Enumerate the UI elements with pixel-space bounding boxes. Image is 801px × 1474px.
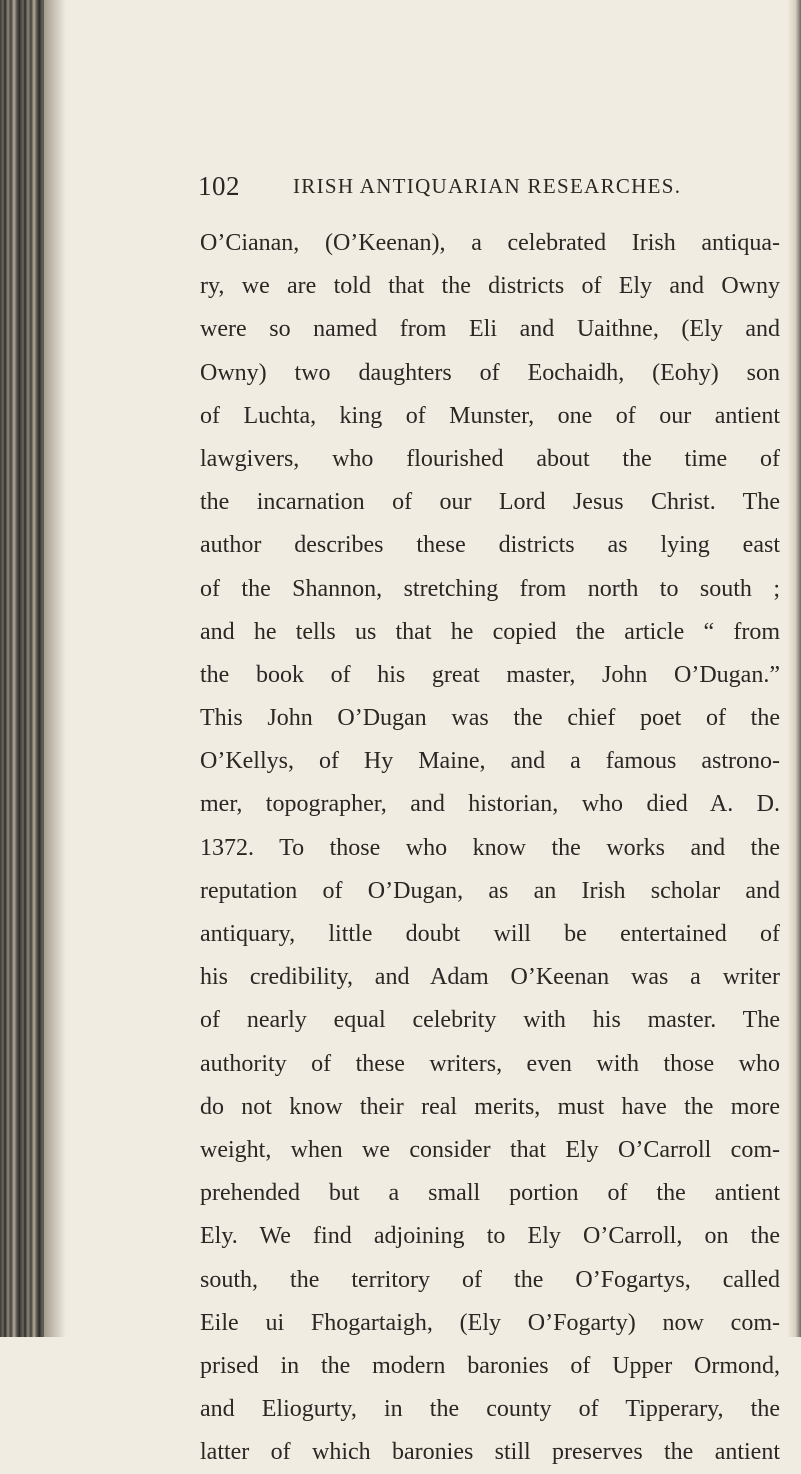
text-line: reputation of O’Dugan, as an Irish scholar and bbox=[200, 877, 780, 904]
book-binding-gutter bbox=[0, 0, 44, 1337]
text-line: and Eliogurty, in the county of Tipperary, the bbox=[200, 1396, 780, 1423]
text-line: weight, when we consider that Ely O’Carroll com- bbox=[200, 1136, 780, 1163]
text-line: prised in the modern baronies of Upper Ormond, bbox=[200, 1352, 780, 1379]
text-line: O’Cianan, (O’Keenan), a celebrated Irish antiqua- bbox=[200, 230, 780, 256]
text-line: 1372. To those who know the works and the bbox=[200, 834, 780, 861]
text-line: This John O’Dugan was the chief poet of the bbox=[200, 705, 780, 732]
text-line: lawgivers, who flourished about the time of bbox=[200, 445, 780, 472]
text-line: do not know their real merits, must have the more bbox=[200, 1093, 780, 1120]
text-line: Ely. We find adjoining to Ely O’Carroll, on the bbox=[200, 1223, 780, 1250]
text-line: mer, topographer, and historian, who died A. D. bbox=[200, 791, 780, 818]
text-line: prehended but a small portion of the antient bbox=[200, 1180, 780, 1207]
gutter-shadow bbox=[44, 0, 66, 1337]
page-number: 102 bbox=[198, 171, 240, 201]
page-edge bbox=[787, 0, 801, 1337]
text-line: latter of which baronies still preserves the antient bbox=[200, 1439, 780, 1466]
text-line: his credibility, and Adam O’Keenan was a writer bbox=[200, 964, 780, 991]
text-line: of the Shannon, stretching from north to south ; bbox=[200, 575, 780, 602]
text-line: the book of his great master, John O’Dugan.” bbox=[200, 661, 780, 688]
text-line: the incarnation of our Lord Jesus Christ. The bbox=[200, 489, 780, 516]
text-line: ry, we are told that the districts of Ely and Owny bbox=[200, 273, 780, 300]
text-line: Eile ui Fhogartaigh, (Ely O’Fogarty) now com- bbox=[200, 1309, 780, 1336]
text-line: of nearly equal celebrity with his master. The bbox=[200, 1007, 780, 1034]
body-text bbox=[200, 222, 780, 1474]
page-header bbox=[198, 163, 778, 203]
text-line: antiquary, little doubt will be entertained of bbox=[200, 921, 780, 947]
text-line: of Luchta, king of Munster, one of our antient bbox=[200, 402, 780, 429]
running-head: IRISH ANTIQUARIAN RESEARCHES. bbox=[293, 174, 682, 198]
text-line: O’Kellys, of Hy Maine, and a famous astrono- bbox=[200, 748, 780, 775]
text-line: and he tells us that he copied the article “ from bbox=[200, 618, 780, 645]
text-line: Owny) two daughters of Eochaidh, (Eohy) son bbox=[200, 359, 780, 386]
text-line: were so named from Eli and Uaithne, (Ely and bbox=[200, 316, 780, 343]
text-line: author describes these districts as lying east bbox=[200, 532, 780, 559]
text-line: authority of these writers, even with those who bbox=[200, 1050, 780, 1077]
text-line: south, the territory of the O’Fogartys, called bbox=[200, 1266, 780, 1293]
